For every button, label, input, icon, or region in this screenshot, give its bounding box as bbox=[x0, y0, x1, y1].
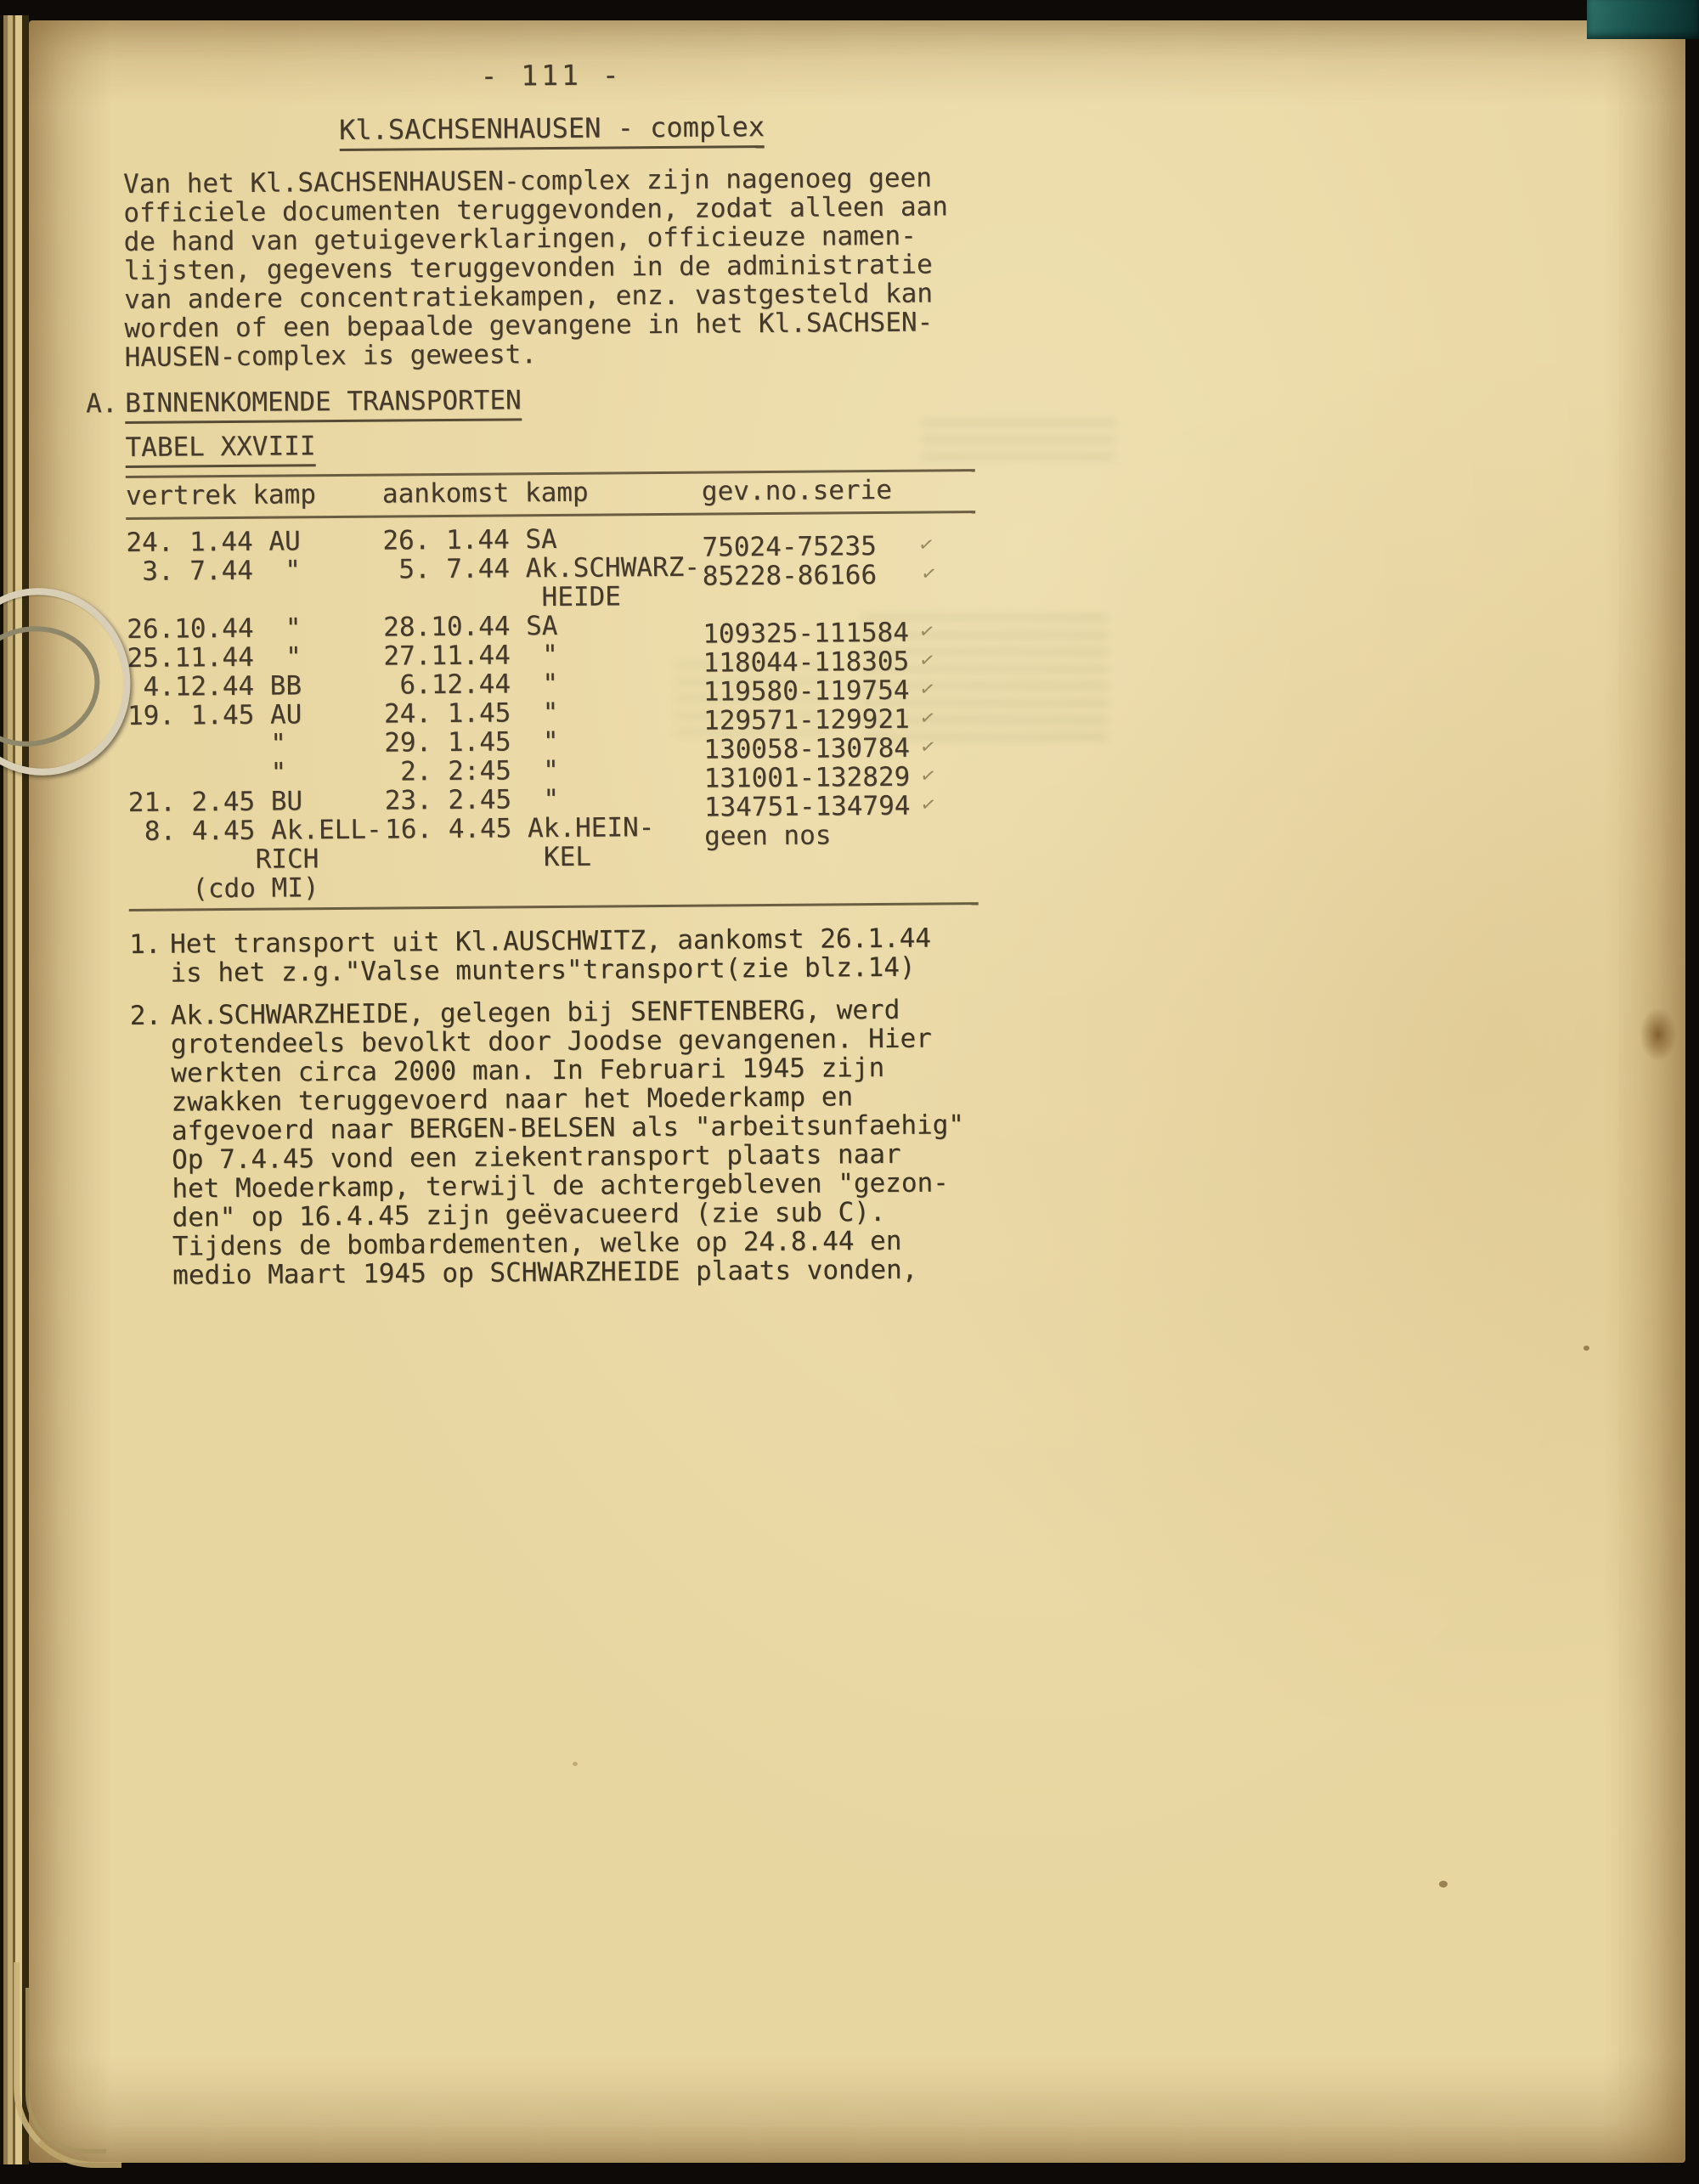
check-mark: ✓ bbox=[919, 761, 937, 788]
cell-aankomst: 29. 1.45 " bbox=[384, 725, 559, 759]
document-title: Kl.SACHSENHAUSEN - complex bbox=[122, 110, 980, 146]
cell-serie: 129571-129921 bbox=[703, 703, 910, 736]
cell-aankomst: 26. 1.44 SA bbox=[382, 523, 557, 556]
cell-vertrek: 8. 4.45 Ak.ELL- RICH (cdo MI) bbox=[127, 814, 382, 905]
footnote-number: 2. bbox=[129, 1000, 162, 1031]
cell-vertrek: 19. 1.45 AU bbox=[127, 699, 302, 731]
section-label: A. bbox=[85, 388, 118, 420]
cell-aankomst: 27.11.44 " bbox=[383, 639, 558, 672]
page-curl-edge-inner bbox=[25, 1988, 106, 2153]
cell-serie: 134751-134794 bbox=[703, 790, 911, 823]
footnote bbox=[129, 923, 988, 988]
book-page-edges bbox=[0, 15, 29, 2164]
table-header-row bbox=[126, 471, 984, 517]
page-speck bbox=[1439, 1881, 1448, 1888]
typewritten-content bbox=[85, 58, 990, 1291]
cell-vertrek: 3. 7.44 " bbox=[126, 555, 302, 587]
column-header-spacer bbox=[919, 475, 970, 504]
cell-vertrek: 24. 1.44 AU bbox=[126, 526, 301, 558]
cell-aankomst: 5. 7.44 Ak.SCHWARZ- HEIDE bbox=[382, 551, 701, 614]
cell-aankomst: 28.10.44 SA bbox=[383, 610, 558, 643]
cell-aankomst: 2. 2:45 " bbox=[384, 754, 559, 787]
cell-vertrek: 4.12.44 BB bbox=[127, 670, 302, 703]
cell-vertrek: 21. 2.45 BU bbox=[127, 786, 303, 818]
cell-aankomst: 24. 1.45 " bbox=[383, 697, 559, 730]
table-row bbox=[126, 522, 984, 563]
page-speck bbox=[1583, 1346, 1589, 1351]
cell-aankomst: 23. 2.45 " bbox=[384, 783, 560, 816]
table-body bbox=[126, 513, 987, 909]
section-heading bbox=[86, 382, 983, 418]
check-mark: ✓ bbox=[918, 646, 936, 673]
cell-aankomst: 6.12.44 " bbox=[383, 668, 559, 701]
check-mark bbox=[915, 818, 979, 912]
cell-vertrek: 26.10.44 " bbox=[127, 612, 302, 645]
cell-serie: 109325-111584 bbox=[703, 617, 910, 650]
check-mark: ✓ bbox=[920, 559, 938, 586]
cell-vertrek: " bbox=[127, 757, 287, 789]
column-header-vertrek: vertrek kamp bbox=[125, 479, 317, 511]
footnote-text: Het transport uit Kl.AUSCHWITZ, aankomst 26.1.44 is het z.g."Valse munters"transport(zie blz.14) bbox=[169, 923, 932, 989]
intro-paragraph: Van het Kl.SACHSENHAUSEN-complex zijn nagenoeg geen officiele documenten teruggevonden, zodat alleen aan de hand van getuigeverklaringen, officieuze namen- lijsten, gegevens teruggevonden in de administratie van andere concentratiekampen, enz. vastgesteld kan worden of een bepaalde gevangene in het Kl.SACHSEN- HAUSEN-complex is geweest. bbox=[122, 162, 949, 373]
footnote-number: 1. bbox=[128, 928, 161, 960]
table-row bbox=[127, 550, 985, 615]
cell-serie: 131001-132829 bbox=[703, 761, 911, 794]
table-row bbox=[128, 810, 987, 904]
section-title: BINNENKOMENDE TRANSPORTEN bbox=[125, 385, 522, 424]
page-stain bbox=[1640, 1007, 1677, 1062]
page-number: - 111 - bbox=[480, 58, 623, 93]
footnote bbox=[130, 995, 991, 1290]
table-caption: TABEL XXVIII bbox=[125, 426, 983, 462]
cell-vertrek: " bbox=[127, 728, 287, 760]
check-mark: ✓ bbox=[918, 674, 936, 702]
check-mark: ✓ bbox=[919, 790, 937, 817]
column-header-serie: gev.no.serie bbox=[701, 474, 893, 507]
cell-serie: geen nos bbox=[704, 820, 832, 852]
check-mark: ✓ bbox=[918, 617, 936, 644]
footnotes bbox=[129, 923, 990, 1290]
page-speck bbox=[573, 1762, 578, 1766]
cell-vertrek: 25.11.44 " bbox=[127, 641, 302, 674]
cell-serie: 118044-118305 bbox=[703, 646, 910, 679]
footnote-text: Ak.SCHWARZHEIDE, gelegen bij SENFTENBERG, werd grotendeels bevolkt door Joodse gevangenen. Hier werkten circa 2000 man. In Februari 1945 zijn zwakken teruggevoerd naar het Moederkamp en afgevoerd naar BERGEN-BELSEN als "arbeitsunfaehig" Op 7.4.45 vond een ziekentransport plaats naar het Moederkamp, terwijl de achtergebleven "gezon- den" op 16.4.45 zijn geëvacueerd (zie sub C). Tijdens de bombardementen, welke op 24.8.44 en medio Maart 1945 op SCHWARZHEIDE plaats vonden, bbox=[170, 994, 965, 1291]
cell-serie: 85228-86166 bbox=[702, 560, 878, 592]
column-header-aankomst: aankomst kamp bbox=[381, 477, 589, 510]
check-mark: ✓ bbox=[917, 530, 935, 557]
cell-serie: 119580-119754 bbox=[703, 674, 910, 708]
check-mark: ✓ bbox=[919, 732, 937, 759]
bookmark-tab bbox=[1587, 0, 1699, 39]
check-mark: ✓ bbox=[919, 703, 936, 731]
scanned-page bbox=[29, 20, 1685, 2163]
cell-serie: 130058-130784 bbox=[703, 732, 911, 765]
cell-serie: 75024-75235 bbox=[702, 531, 877, 563]
cell-aankomst: 16. 4.45 Ak.HEIN- KEL bbox=[384, 812, 655, 874]
